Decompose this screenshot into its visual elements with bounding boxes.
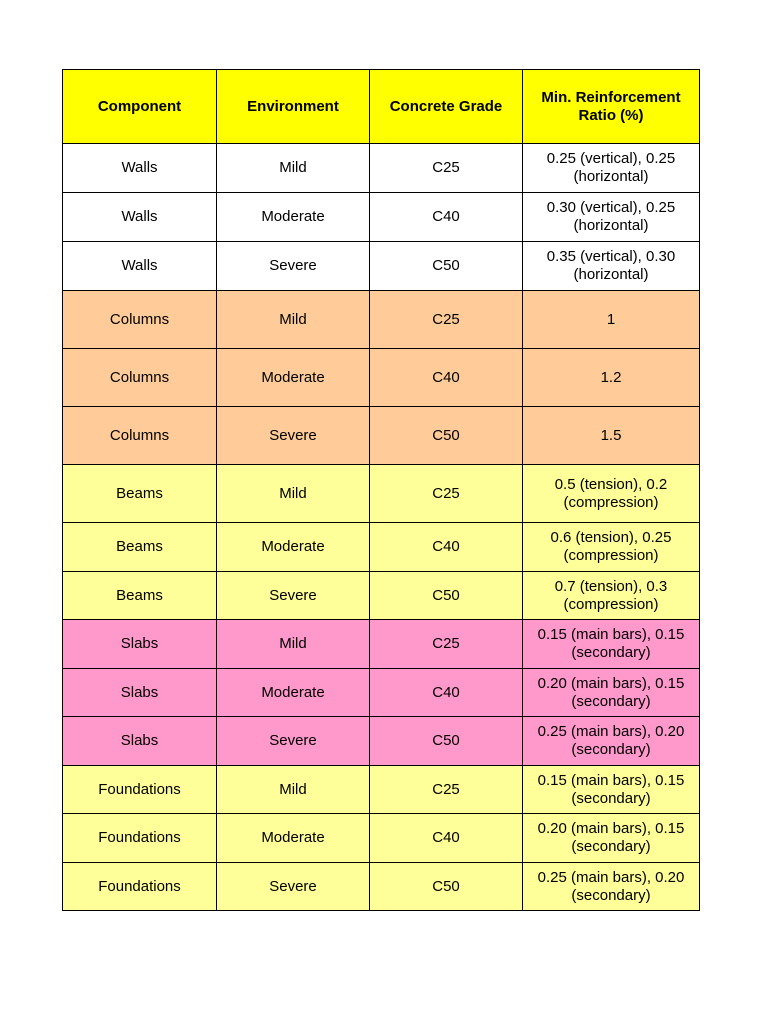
table-row bbox=[63, 144, 700, 193]
table-row bbox=[63, 620, 700, 669]
component-cell: Slabs bbox=[63, 620, 217, 669]
table-row bbox=[63, 291, 700, 349]
concrete-grade-cell: C50 bbox=[370, 572, 523, 620]
header-concrete-grade: Concrete Grade bbox=[370, 70, 523, 144]
concrete-grade-cell: C50 bbox=[370, 863, 523, 911]
reinforcement-ratio-cell: 0.25 (vertical), 0.25 (horizontal) bbox=[523, 144, 700, 193]
table-row bbox=[63, 193, 700, 242]
table-header-row bbox=[63, 70, 700, 144]
table-row bbox=[63, 814, 700, 863]
concrete-grade-cell: C40 bbox=[370, 669, 523, 717]
component-cell: Beams bbox=[63, 465, 217, 523]
reinforcement-ratio-cell: 0.20 (main bars), 0.15 (secondary) bbox=[523, 669, 700, 717]
component-cell: Columns bbox=[63, 291, 217, 349]
concrete-grade-cell: C25 bbox=[370, 620, 523, 669]
table-row bbox=[63, 523, 700, 572]
reinforcement-ratio-cell: 0.25 (main bars), 0.20 (secondary) bbox=[523, 863, 700, 911]
reinforcement-ratio-cell: 0.15 (main bars), 0.15 (secondary) bbox=[523, 766, 700, 814]
environment-cell: Severe bbox=[217, 863, 370, 911]
component-cell: Columns bbox=[63, 407, 217, 465]
component-cell: Beams bbox=[63, 523, 217, 572]
environment-cell: Severe bbox=[217, 572, 370, 620]
environment-cell: Mild bbox=[217, 291, 370, 349]
concrete-grade-cell: C25 bbox=[370, 144, 523, 193]
table-row bbox=[63, 465, 700, 523]
concrete-grade-cell: C50 bbox=[370, 242, 523, 291]
environment-cell: Mild bbox=[217, 144, 370, 193]
concrete-grade-cell: C40 bbox=[370, 193, 523, 242]
component-cell: Walls bbox=[63, 242, 217, 291]
component-cell: Foundations bbox=[63, 814, 217, 863]
header-environment: Environment bbox=[217, 70, 370, 144]
component-cell: Columns bbox=[63, 349, 217, 407]
concrete-grade-cell: C25 bbox=[370, 291, 523, 349]
concrete-grade-cell: C50 bbox=[370, 717, 523, 766]
component-cell: Walls bbox=[63, 193, 217, 242]
header-min-reinforcement-ratio: Min. Reinforcement Ratio (%) bbox=[523, 70, 700, 144]
header-component: Component bbox=[63, 70, 217, 144]
environment-cell: Severe bbox=[217, 407, 370, 465]
reinforcement-ratio-cell: 0.20 (main bars), 0.15 (secondary) bbox=[523, 814, 700, 863]
concrete-grade-cell: C25 bbox=[370, 465, 523, 523]
environment-cell: Mild bbox=[217, 465, 370, 523]
reinforcement-ratio-cell: 1 bbox=[523, 291, 700, 349]
table-row bbox=[63, 242, 700, 291]
reinforcement-ratio-cell: 0.35 (vertical), 0.30 (horizontal) bbox=[523, 242, 700, 291]
reinforcement-ratio-cell: 0.5 (tension), 0.2 (compression) bbox=[523, 465, 700, 523]
environment-cell: Severe bbox=[217, 717, 370, 766]
component-cell: Beams bbox=[63, 572, 217, 620]
environment-cell: Moderate bbox=[217, 523, 370, 572]
table-row bbox=[63, 669, 700, 717]
table-row bbox=[63, 717, 700, 766]
reinforcement-ratio-cell: 1.5 bbox=[523, 407, 700, 465]
concrete-grade-cell: C40 bbox=[370, 814, 523, 863]
table-body bbox=[63, 144, 700, 911]
reinforcement-ratio-cell: 0.7 (tension), 0.3 (compression) bbox=[523, 572, 700, 620]
component-cell: Slabs bbox=[63, 717, 217, 766]
concrete-grade-cell: C25 bbox=[370, 766, 523, 814]
component-cell: Slabs bbox=[63, 669, 217, 717]
concrete-grade-cell: C50 bbox=[370, 407, 523, 465]
environment-cell: Mild bbox=[217, 766, 370, 814]
table-row bbox=[63, 407, 700, 465]
component-cell: Foundations bbox=[63, 863, 217, 911]
reinforcement-ratio-cell: 1.2 bbox=[523, 349, 700, 407]
table-row bbox=[63, 863, 700, 911]
reinforcement-ratio-cell: 0.6 (tension), 0.25 (compression) bbox=[523, 523, 700, 572]
table-row bbox=[63, 572, 700, 620]
reinforcement-ratio-cell: 0.15 (main bars), 0.15 (secondary) bbox=[523, 620, 700, 669]
environment-cell: Moderate bbox=[217, 193, 370, 242]
component-cell: Walls bbox=[63, 144, 217, 193]
table-row bbox=[63, 349, 700, 407]
concrete-grade-cell: C40 bbox=[370, 523, 523, 572]
concrete-grade-cell: C40 bbox=[370, 349, 523, 407]
reinforcement-ratio-cell: 0.25 (main bars), 0.20 (secondary) bbox=[523, 717, 700, 766]
environment-cell: Moderate bbox=[217, 669, 370, 717]
environment-cell: Moderate bbox=[217, 349, 370, 407]
reinforcement-ratio-cell: 0.30 (vertical), 0.25 (horizontal) bbox=[523, 193, 700, 242]
reinforcement-table bbox=[62, 69, 700, 911]
environment-cell: Severe bbox=[217, 242, 370, 291]
environment-cell: Moderate bbox=[217, 814, 370, 863]
environment-cell: Mild bbox=[217, 620, 370, 669]
table-row bbox=[63, 766, 700, 814]
component-cell: Foundations bbox=[63, 766, 217, 814]
